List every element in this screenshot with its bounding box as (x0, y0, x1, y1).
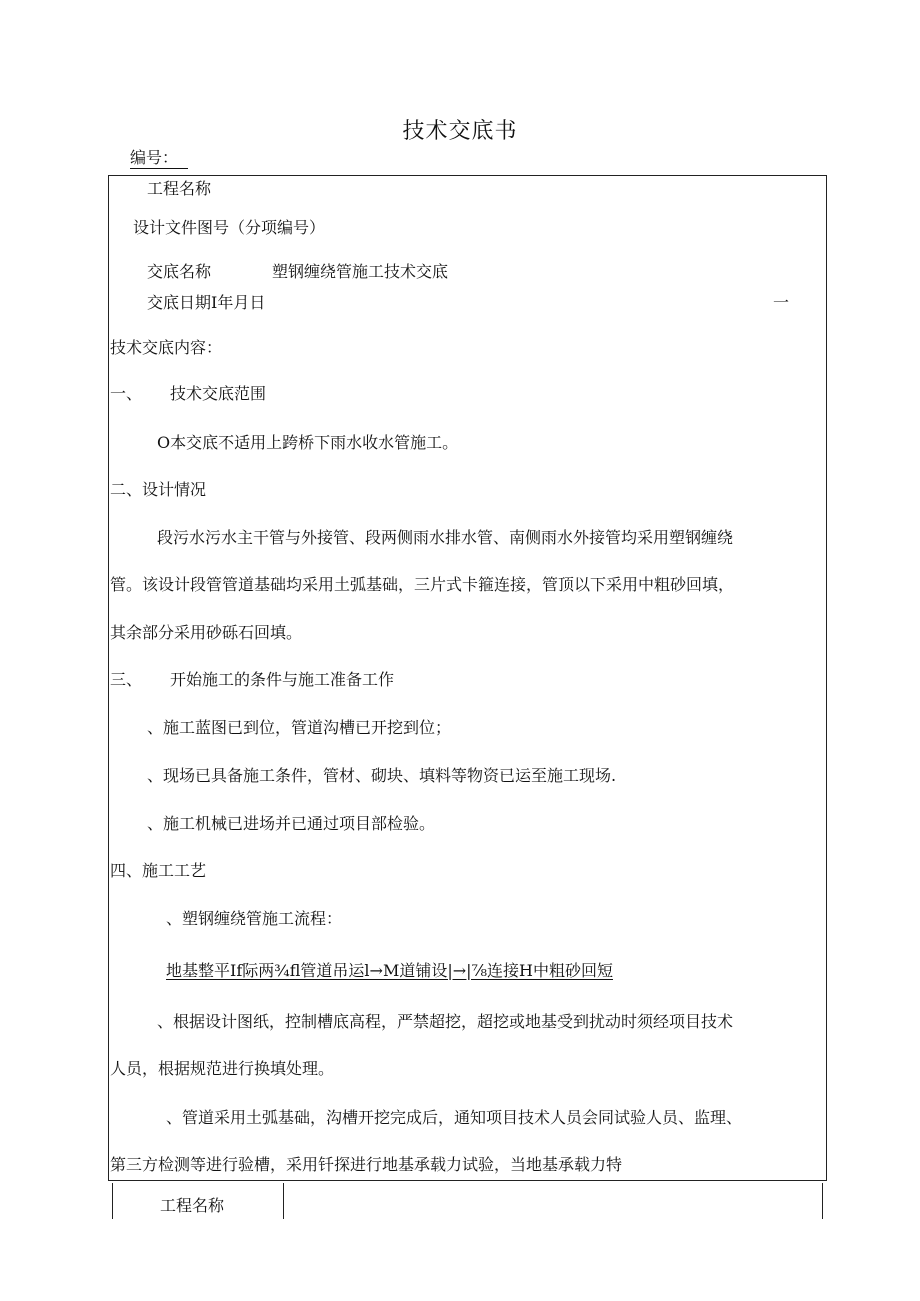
section-4-flow-title: 、塑钢缠绕管施工流程： (166, 909, 343, 928)
next-table-right-border (822, 1183, 823, 1219)
project-name-label: 工程名称 (147, 179, 212, 198)
date-mark: 一 (773, 293, 790, 312)
section-1-number: 一、 (110, 384, 143, 403)
section-4-title: 四、施工工艺 (110, 861, 207, 880)
design-doc-label: 设计文件图号（分项编号） (133, 218, 326, 237)
content-label: 技术交底内容： (110, 338, 223, 357)
section-3-title: 开始施工的条件与施工准备工作 (170, 670, 395, 689)
document-title: 技术交底书 (402, 119, 518, 144)
section-3-number: 三、 (110, 670, 143, 689)
construction-flow-sequence: 地基整平If际两¾fl管道吊运l→M道铺设|→|⅞连接H中粗砂回短 (166, 961, 613, 980)
section-3-item: 、施工机械已进场并已通过项目部检验。 (147, 814, 436, 833)
section-2-title: 二、设计情况 (110, 480, 207, 499)
section-4-paragraph-line: 、管道采用土弧基础，沟槽开挖完成后，通知项目技术人员会同试验人员、监理、 (166, 1108, 743, 1127)
section-4-paragraph-line: 、根据设计图纸，控制槽底高程，严禁超挖，超挖或地基受到扰动时须经项目技术 (157, 1012, 734, 1031)
section-1-title: 技术交底范围 (170, 384, 267, 403)
section-2-body-line: 其余部分采用砂砾石回填。 (110, 623, 303, 642)
section-4-paragraph-line: 第三方检测等进行验槽，采用钎探进行地基承载力试验，当地基承载力特 (110, 1155, 623, 1174)
next-table-project-name-label: 工程名称 (160, 1196, 225, 1215)
subject-label: 交底名称 (147, 262, 212, 281)
section-4-paragraph-line: 人员，根据规范进行换填处理。 (110, 1059, 335, 1078)
date-label: 交底日期I年月日 (147, 293, 266, 312)
section-1-body: O本交底不适用上跨桥下雨水收水管施工。 (157, 433, 459, 452)
section-3-item: 、现场已具备施工条件，管材、砌块、填料等物资已运至施工现场. (147, 766, 617, 785)
section-2-body-line: 段污水污水主干管与外接管、段两侧雨水排水管、南侧雨水外接管均采用塑钢缠绕 (157, 528, 734, 547)
section-3-item: 、施工蓝图已到位，管道沟槽已开挖到位； (147, 718, 452, 737)
section-2-body-line: 管。该设计段管管道基础均采用土弧基础，三片式卡箍连接，管顶以下采用中粗砂回填， (110, 575, 735, 594)
subject-value: 塑钢缠绕管施工技术交底 (272, 262, 449, 281)
document-number-label: 编号： (130, 148, 188, 169)
